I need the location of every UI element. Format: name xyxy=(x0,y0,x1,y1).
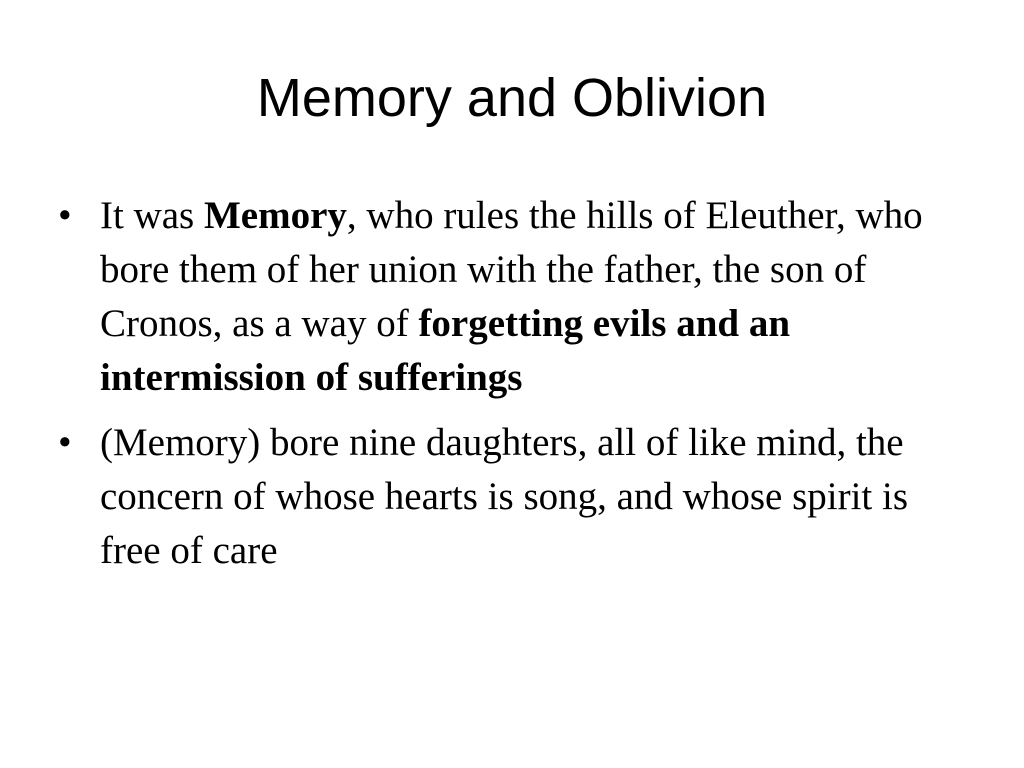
bullet-emphasis: forgetting evils and an intermission of sufferings xyxy=(100,302,791,399)
bullet-emphasis: Memory xyxy=(203,194,347,237)
bullet-icon: • xyxy=(58,194,72,237)
bullet-list xyxy=(58,189,958,589)
bullet-icon: • xyxy=(58,421,72,464)
slide-title: Memory and Oblivion xyxy=(256,68,768,128)
bullet-text: (Memory) bore nine daughters, all of like mind, the concern of whose hearts is song, and whose spirit is free of care xyxy=(100,421,909,572)
bullet-text: , who rules the hills of Eleuther, who bore them of her union with the father, the son of Cronos, as a way of xyxy=(100,194,923,345)
bullet-text: It was xyxy=(100,194,204,237)
bullet-item xyxy=(58,189,958,405)
bullet-item xyxy=(58,416,958,578)
